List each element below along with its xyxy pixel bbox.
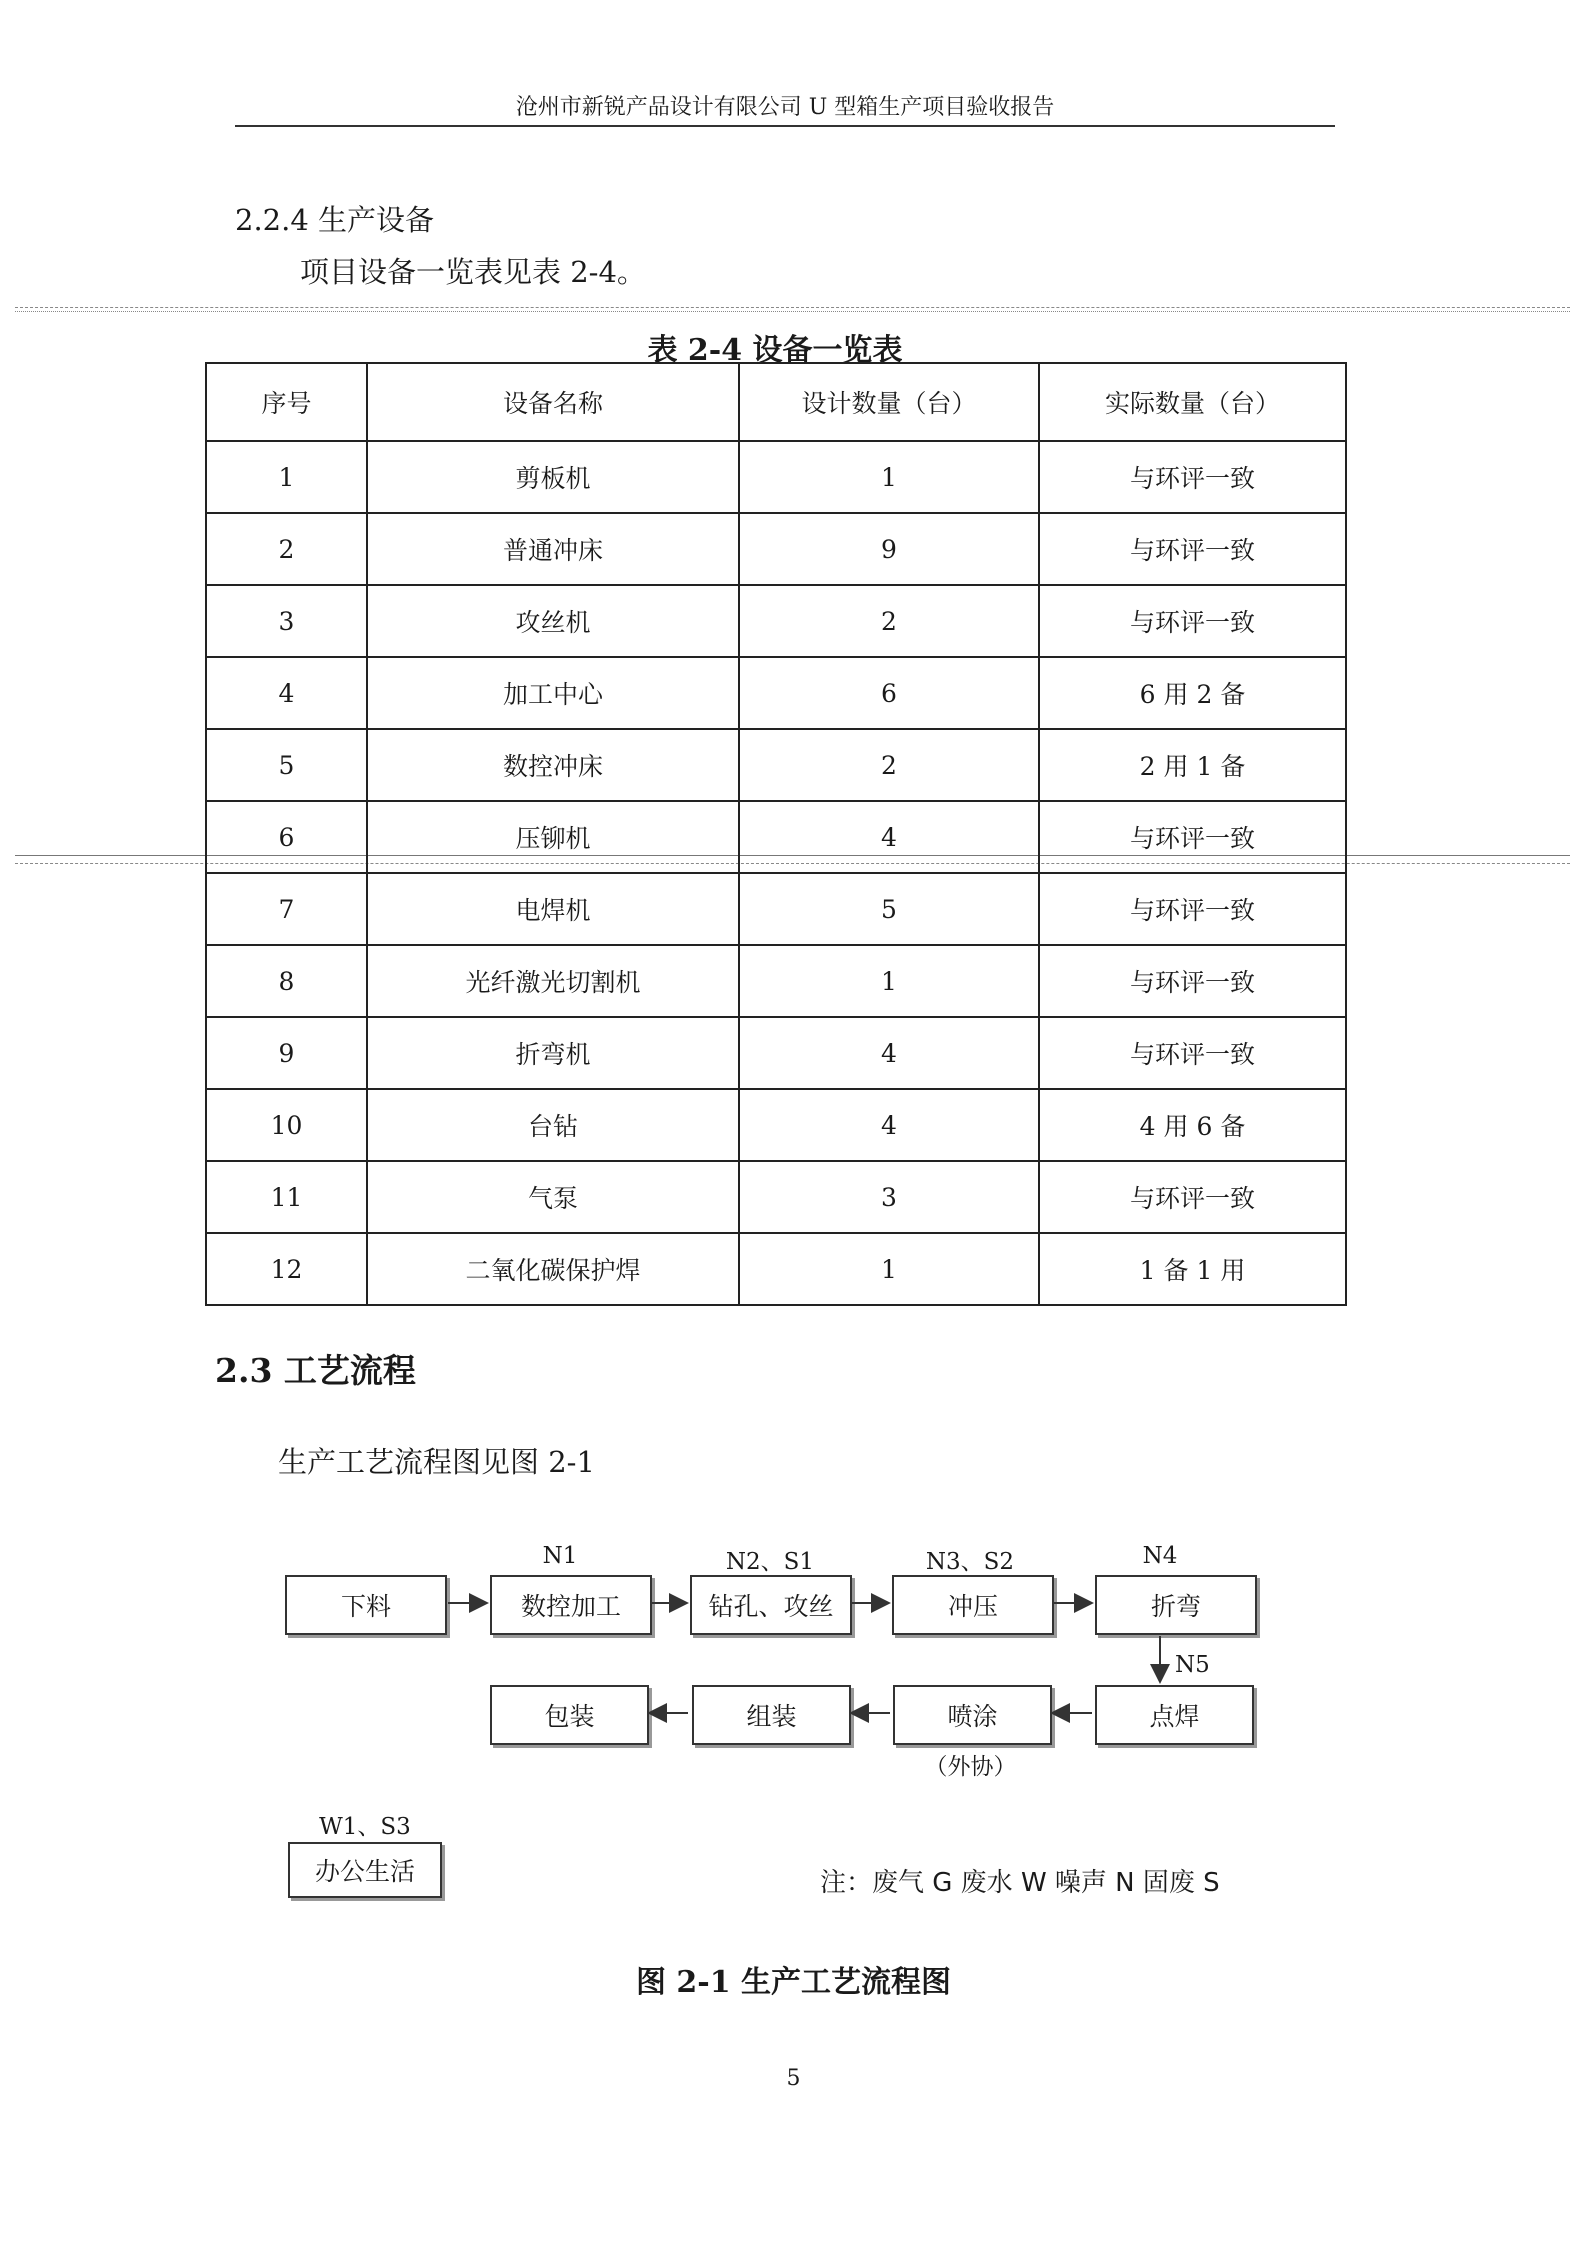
page-number: 5 — [786, 2066, 801, 2091]
column-header: 设计数量（台） — [739, 363, 1039, 441]
table-cell: 7 — [206, 873, 367, 945]
table-cell: 1 备 1 用 — [1039, 1233, 1346, 1305]
table-cell: 6 — [739, 657, 1039, 729]
table-cell: 3 — [739, 1161, 1039, 1233]
table-cell: 光纤激光切割机 — [367, 945, 739, 1017]
table-cell: 压铆机 — [367, 801, 739, 873]
table-cell: 剪板机 — [367, 441, 739, 513]
section-text-2-3: 生产工艺流程图见图 2-1 — [278, 1445, 595, 1479]
table-cell: 普通冲床 — [367, 513, 739, 585]
flow-tag: N1 — [542, 1543, 578, 1569]
table-cell: 加工中心 — [367, 657, 739, 729]
table-cell: 与环评一致 — [1039, 873, 1346, 945]
table-cell: 4 — [739, 801, 1039, 873]
table-cell: 与环评一致 — [1039, 513, 1346, 585]
flow-step-stamping: 冲压 — [892, 1575, 1054, 1635]
table-cell: 台钻 — [367, 1089, 739, 1161]
table-cell: 1 — [739, 1233, 1039, 1305]
flow-step-cnc: 数控加工 — [490, 1575, 652, 1635]
flow-tag: W1、S3 — [319, 1814, 411, 1840]
table-cell: 4 — [739, 1089, 1039, 1161]
table-cell: 二氧化碳保护焊 — [367, 1233, 739, 1305]
table-cell: 2 — [739, 585, 1039, 657]
section-text-2-2-4: 项目设备一览表见表 2-4。 — [300, 255, 646, 289]
table-cell: 10 — [206, 1089, 367, 1161]
table-cell: 折弯机 — [367, 1017, 739, 1089]
flow-step-office: 办公生活 — [288, 1842, 442, 1898]
table-cell: 与环评一致 — [1039, 441, 1346, 513]
flow-step-bending: 折弯 — [1095, 1575, 1257, 1635]
table-cell: 11 — [206, 1161, 367, 1233]
figure-caption: 图 2-1 生产工艺流程图 — [635, 1965, 952, 2000]
table-caption: 表 2-4 设备一览表 — [647, 333, 903, 368]
flow-step-spot-welding: 点焊 — [1095, 1685, 1254, 1745]
table-cell: 气泵 — [367, 1161, 739, 1233]
flow-step-cutting: 下料 — [285, 1575, 447, 1635]
flow-tag: N2、S1 — [725, 1549, 815, 1575]
table-cell: 与环评一致 — [1039, 1017, 1346, 1089]
table-cell: 4 — [739, 1017, 1039, 1089]
table-cell: 2 用 1 备 — [1039, 729, 1346, 801]
section-heading-2-3: 2.3 工艺流程 — [215, 1351, 416, 1390]
table-cell: 5 — [739, 873, 1039, 945]
table-cell: 4 用 6 备 — [1039, 1089, 1346, 1161]
column-header: 实际数量（台） — [1039, 363, 1346, 441]
column-header: 序号 — [206, 363, 367, 441]
flow-step-assembly: 组装 — [692, 1685, 851, 1745]
table-cell: 数控冲床 — [367, 729, 739, 801]
table-cell: 2 — [206, 513, 367, 585]
table-cell: 3 — [206, 585, 367, 657]
table-cell: 9 — [206, 1017, 367, 1089]
flow-step-packaging: 包装 — [490, 1685, 649, 1745]
table-cell: 攻丝机 — [367, 585, 739, 657]
flow-tag: N3、S2 — [925, 1549, 1015, 1575]
table-cell: 与环评一致 — [1039, 945, 1346, 1017]
section-heading-2-2-4: 2.2.4 生产设备 — [235, 203, 435, 237]
table-cell: 1 — [206, 441, 367, 513]
table-cell: 5 — [206, 729, 367, 801]
table-cell: 2 — [739, 729, 1039, 801]
table-cell: 与环评一致 — [1039, 801, 1346, 873]
flow-tag: N4 — [1142, 1543, 1178, 1569]
table-cell: 1 — [739, 441, 1039, 513]
page-header: 沧州市新锐产品设计有限公司 U 型箱生产项目验收报告 — [515, 95, 1055, 120]
table-cell: 4 — [206, 657, 367, 729]
flow-step-drilling: 钻孔、攻丝 — [690, 1575, 852, 1635]
table-cell: 6 — [206, 801, 367, 873]
table-cell: 8 — [206, 945, 367, 1017]
flow-tag: N5 — [1175, 1652, 1210, 1678]
table-cell: 与环评一致 — [1039, 1161, 1346, 1233]
table-cell: 与环评一致 — [1039, 585, 1346, 657]
legend-note: 注：废气 G 废水 W 噪声 N 固废 S — [820, 1868, 1220, 1898]
flow-step-spraying: 喷涂 — [893, 1685, 1052, 1745]
table-cell: 电焊机 — [367, 873, 739, 945]
flow-subnote: （外协） — [924, 1754, 1017, 1780]
column-header: 设备名称 — [367, 363, 739, 441]
table-cell: 6 用 2 备 — [1039, 657, 1346, 729]
table-cell: 12 — [206, 1233, 367, 1305]
table-cell: 1 — [739, 945, 1039, 1017]
table-cell: 9 — [739, 513, 1039, 585]
